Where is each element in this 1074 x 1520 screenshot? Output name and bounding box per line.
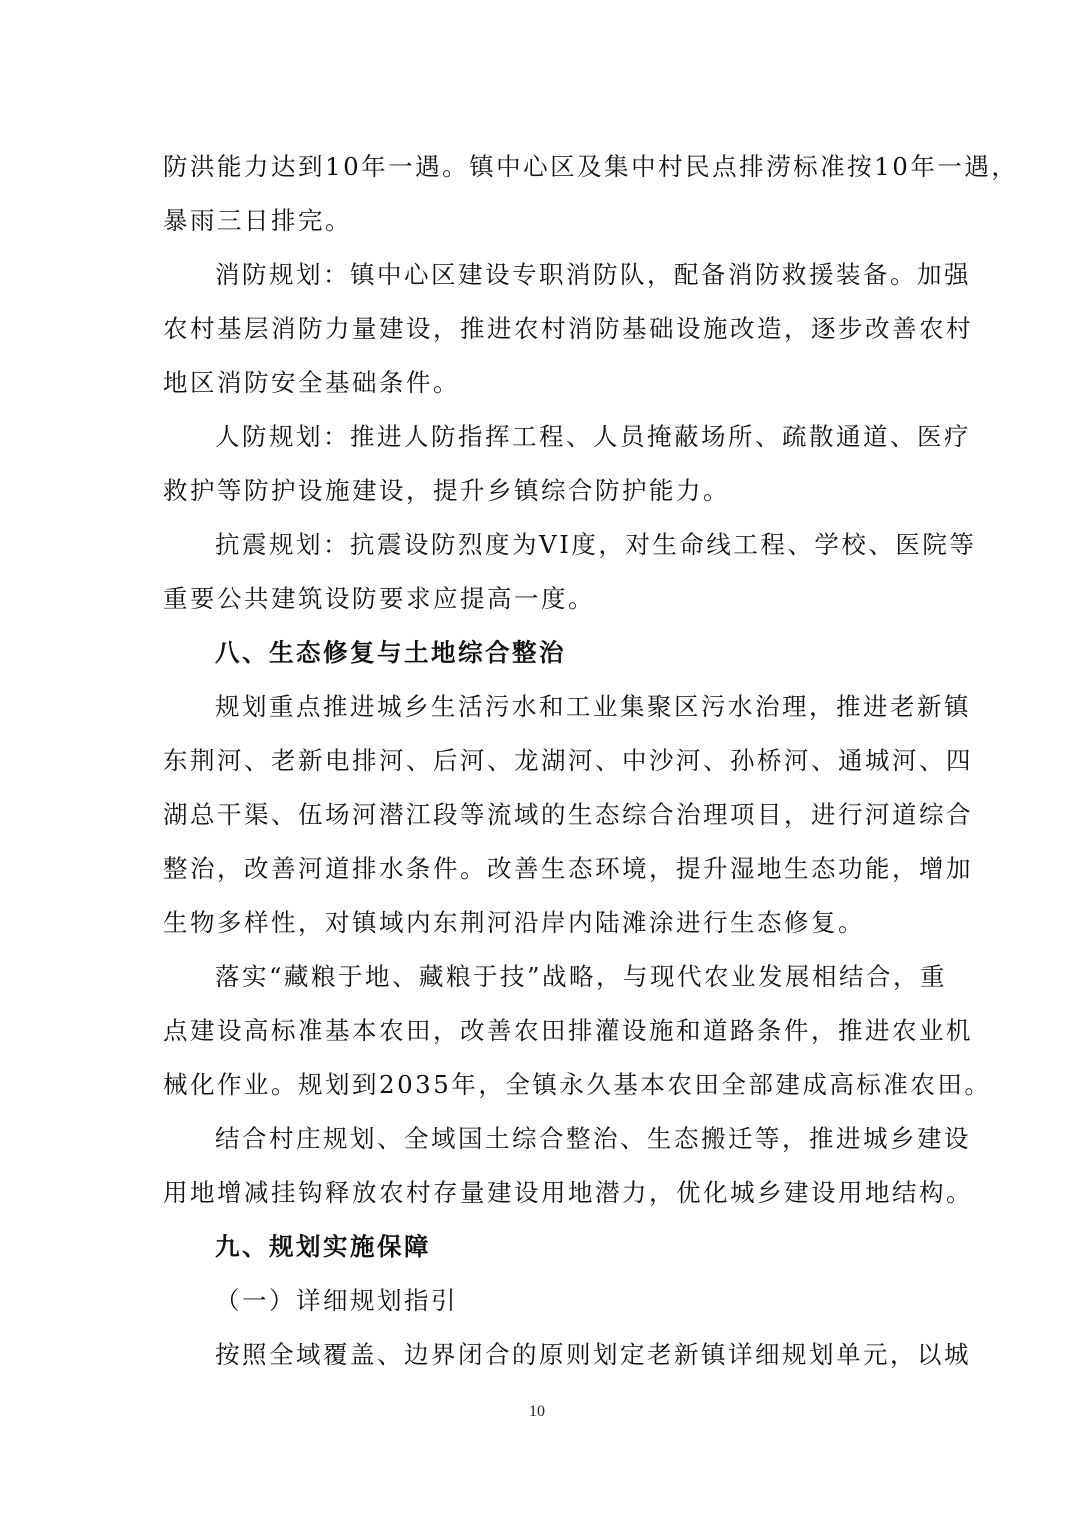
section-heading: 九、规划实施保障 xyxy=(215,1232,431,1261)
text-line: 地区消防安全基础条件。 xyxy=(163,368,460,397)
text-line: 生物多样性，对镇域内东荆河沿岸内陆滩涂进行生态修复。 xyxy=(163,908,865,937)
text-line: 暴雨三日排完。 xyxy=(163,206,352,235)
text-line: 东荆河、老新电排河、后河、龙湖河、中沙河、孙桥河、通城河、四 xyxy=(163,746,973,775)
subsection-heading: （一）详细规划指引 xyxy=(215,1286,458,1315)
text-line: 湖总干渠、伍场河潜江段等流域的生态综合治理项目，进行河道综合 xyxy=(163,800,973,829)
section-heading: 八、生态修复与土地综合整治 xyxy=(215,638,566,667)
text-line: 抗震规划：抗震设防烈度为VI度，对生命线工程、学校、医院等 xyxy=(215,530,977,559)
text-line: 规划重点推进城乡生活污水和工业集聚区污水治理，推进老新镇 xyxy=(215,692,971,721)
text-line: 防洪能力达到10年一遇。镇中心区及集中村民点排涝标准按10年一遇， xyxy=(163,152,1019,181)
text-line: 重要公共建筑设防要求应提高一度。 xyxy=(163,584,595,613)
document-body xyxy=(163,140,1019,1382)
text-line: 用地增减挂钩释放农村存量建设用地潜力，优化城乡建设用地结构。 xyxy=(163,1178,973,1207)
text-line: 整治，改善河道排水条件。改善生态环境，提升湿地生态功能，增加 xyxy=(163,854,973,883)
text-line: 结合村庄规划、全域国土综合整治、生态搬迁等，推进城乡建设 xyxy=(215,1124,971,1153)
text-line: 按照全域覆盖、边界闭合的原则划定老新镇详细规划单元，以城 xyxy=(215,1340,971,1369)
page-number: 10 xyxy=(529,1403,545,1420)
text-line: 械化作业。规划到2035年，全镇永久基本农田全部建成高标准农田。 xyxy=(163,1070,992,1099)
text-line: 农村基层消防力量建设，推进农村消防基础设施改造，逐步改善农村 xyxy=(163,314,973,343)
text-line: 救护等防护设施建设，提升乡镇综合防护能力。 xyxy=(163,476,730,505)
text-line: 人防规划：推进人防指挥工程、人员掩蔽场所、疏散通道、医疗 xyxy=(215,422,971,451)
text-line: 落实“藏粮于地、藏粮于技”战略，与现代农业发展相结合，重 xyxy=(215,962,948,991)
text-line: 点建设高标准基本农田，改善农田排灌设施和道路条件，推进农业机 xyxy=(163,1016,973,1045)
text-line: 消防规划：镇中心区建设专职消防队，配备消防救援装备。加强 xyxy=(215,260,971,289)
